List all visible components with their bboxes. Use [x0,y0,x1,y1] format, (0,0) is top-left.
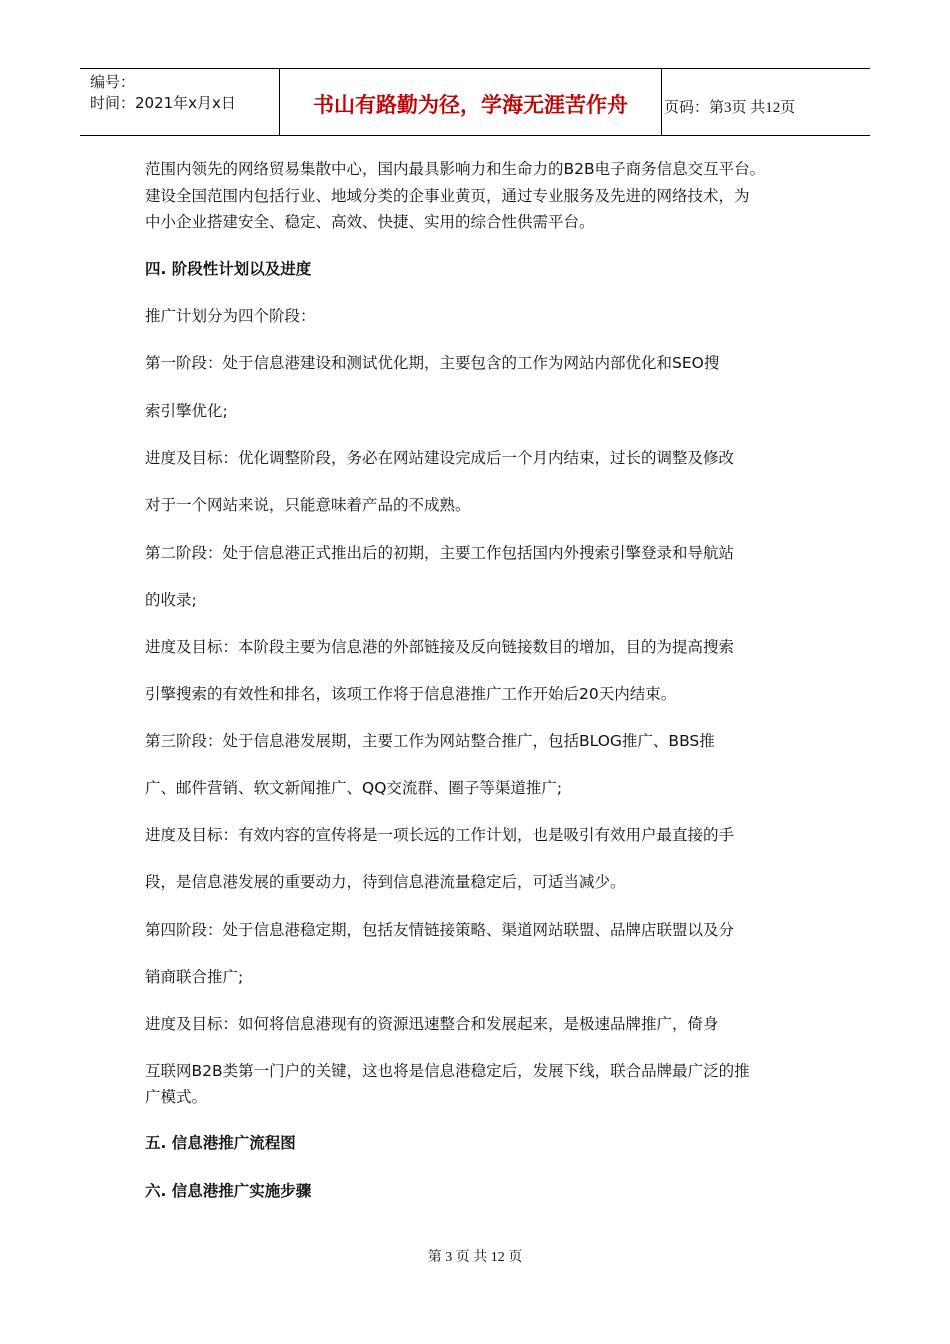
paragraph-line: 推广计划分为四个阶段： [145,307,316,325]
page-header [80,68,870,136]
document-number-label: 编号： [90,73,136,91]
paragraph-line: 建设全国范围内包括行业、地域分类的企事业黄页，通过专业服务及先进的网络技术，为 [145,187,750,205]
paragraph-line: 进度及目标：本阶段主要为信息港的外部链接及反向链接数目的增加，目的为提高搜索 [145,638,735,656]
paragraph-line: 进度及目标：优化调整阶段，务必在网站建设完成后一个月内结束，过长的调整及修改 [145,449,735,467]
section-heading: 五. 信息港推广流程图 [145,1134,296,1152]
section-heading: 四. 阶段性计划以及进度 [145,260,312,278]
paragraph-line: 进度及目标：有效内容的宣传将是一项长远的工作计划，也是吸引有效用户最直接的手 [145,826,735,844]
paragraph-line: 销商联合推广; [145,968,244,986]
paragraph-line: 第二阶段：处于信息港正式推出后的初期，主要工作包括国内外搜索引擎登录和导航站 [145,544,735,562]
header-page-info [662,69,872,139]
header-meta [80,69,280,135]
paragraph-line: 第四阶段：处于信息港稳定期，包括友情链接策略、渠道网站联盟、品牌店联盟以及分 [145,921,735,939]
paragraph-line: 段，是信息港发展的重要动力，待到信息港流量稳定后，可适当减少。 [145,873,626,891]
paragraph-line: 引擎搜索的有效性和排名，该项工作将于信息港推广工作开始后20天内结束。 [145,685,677,703]
section-heading: 六. 信息港推广实施步骤 [145,1182,312,1200]
paragraph-line: 的收录; [145,591,197,609]
document-date: 时间：2021年x月x日 [90,94,236,112]
paragraph-line: 中小企业搭建安全、稳定、高效、快捷、实用的综合性供需平台。 [145,213,595,231]
paragraph-line: 范围内领先的网络贸易集散中心，国内最具影响力和生命力的B2B电子商务信息交互平台。 [145,160,766,178]
paragraph-line: 进度及目标：如何将信息港现有的资源迅速整合和发展起来，是极速品牌推广，倚身 [145,1015,719,1033]
paragraph-line: 第三阶段：处于信息港发展期，主要工作为网站整合推广，包括BLOG推广、BBS推 [145,732,715,750]
paragraph-line: 第一阶段：处于信息港建设和测试优化期，主要包含的工作为网站内部优化和SEO搜 [145,354,720,372]
paragraph-line: 互联网B2B类第一门户的关键，这也将是信息港稳定后，发展下线，联合品牌最广泛的推 [145,1062,750,1080]
paragraph-line: 索引擎优化; [145,402,228,420]
paragraph-line: 对于一个网站来说，只能意味着产品的不成熟。 [145,496,471,514]
paragraph-line: 广模式。 [145,1088,208,1106]
paragraph-line: 广、邮件营销、软文新闻推广、QQ交流群、圈子等渠道推广; [145,779,563,797]
header-motto: 书山有路勤为径，学海无涯苦作舟 [280,69,662,135]
page-footer: 第 3 页 共 12 页 [427,1250,523,1265]
header-page-number: 页码：第3页 共12页 [664,99,796,116]
